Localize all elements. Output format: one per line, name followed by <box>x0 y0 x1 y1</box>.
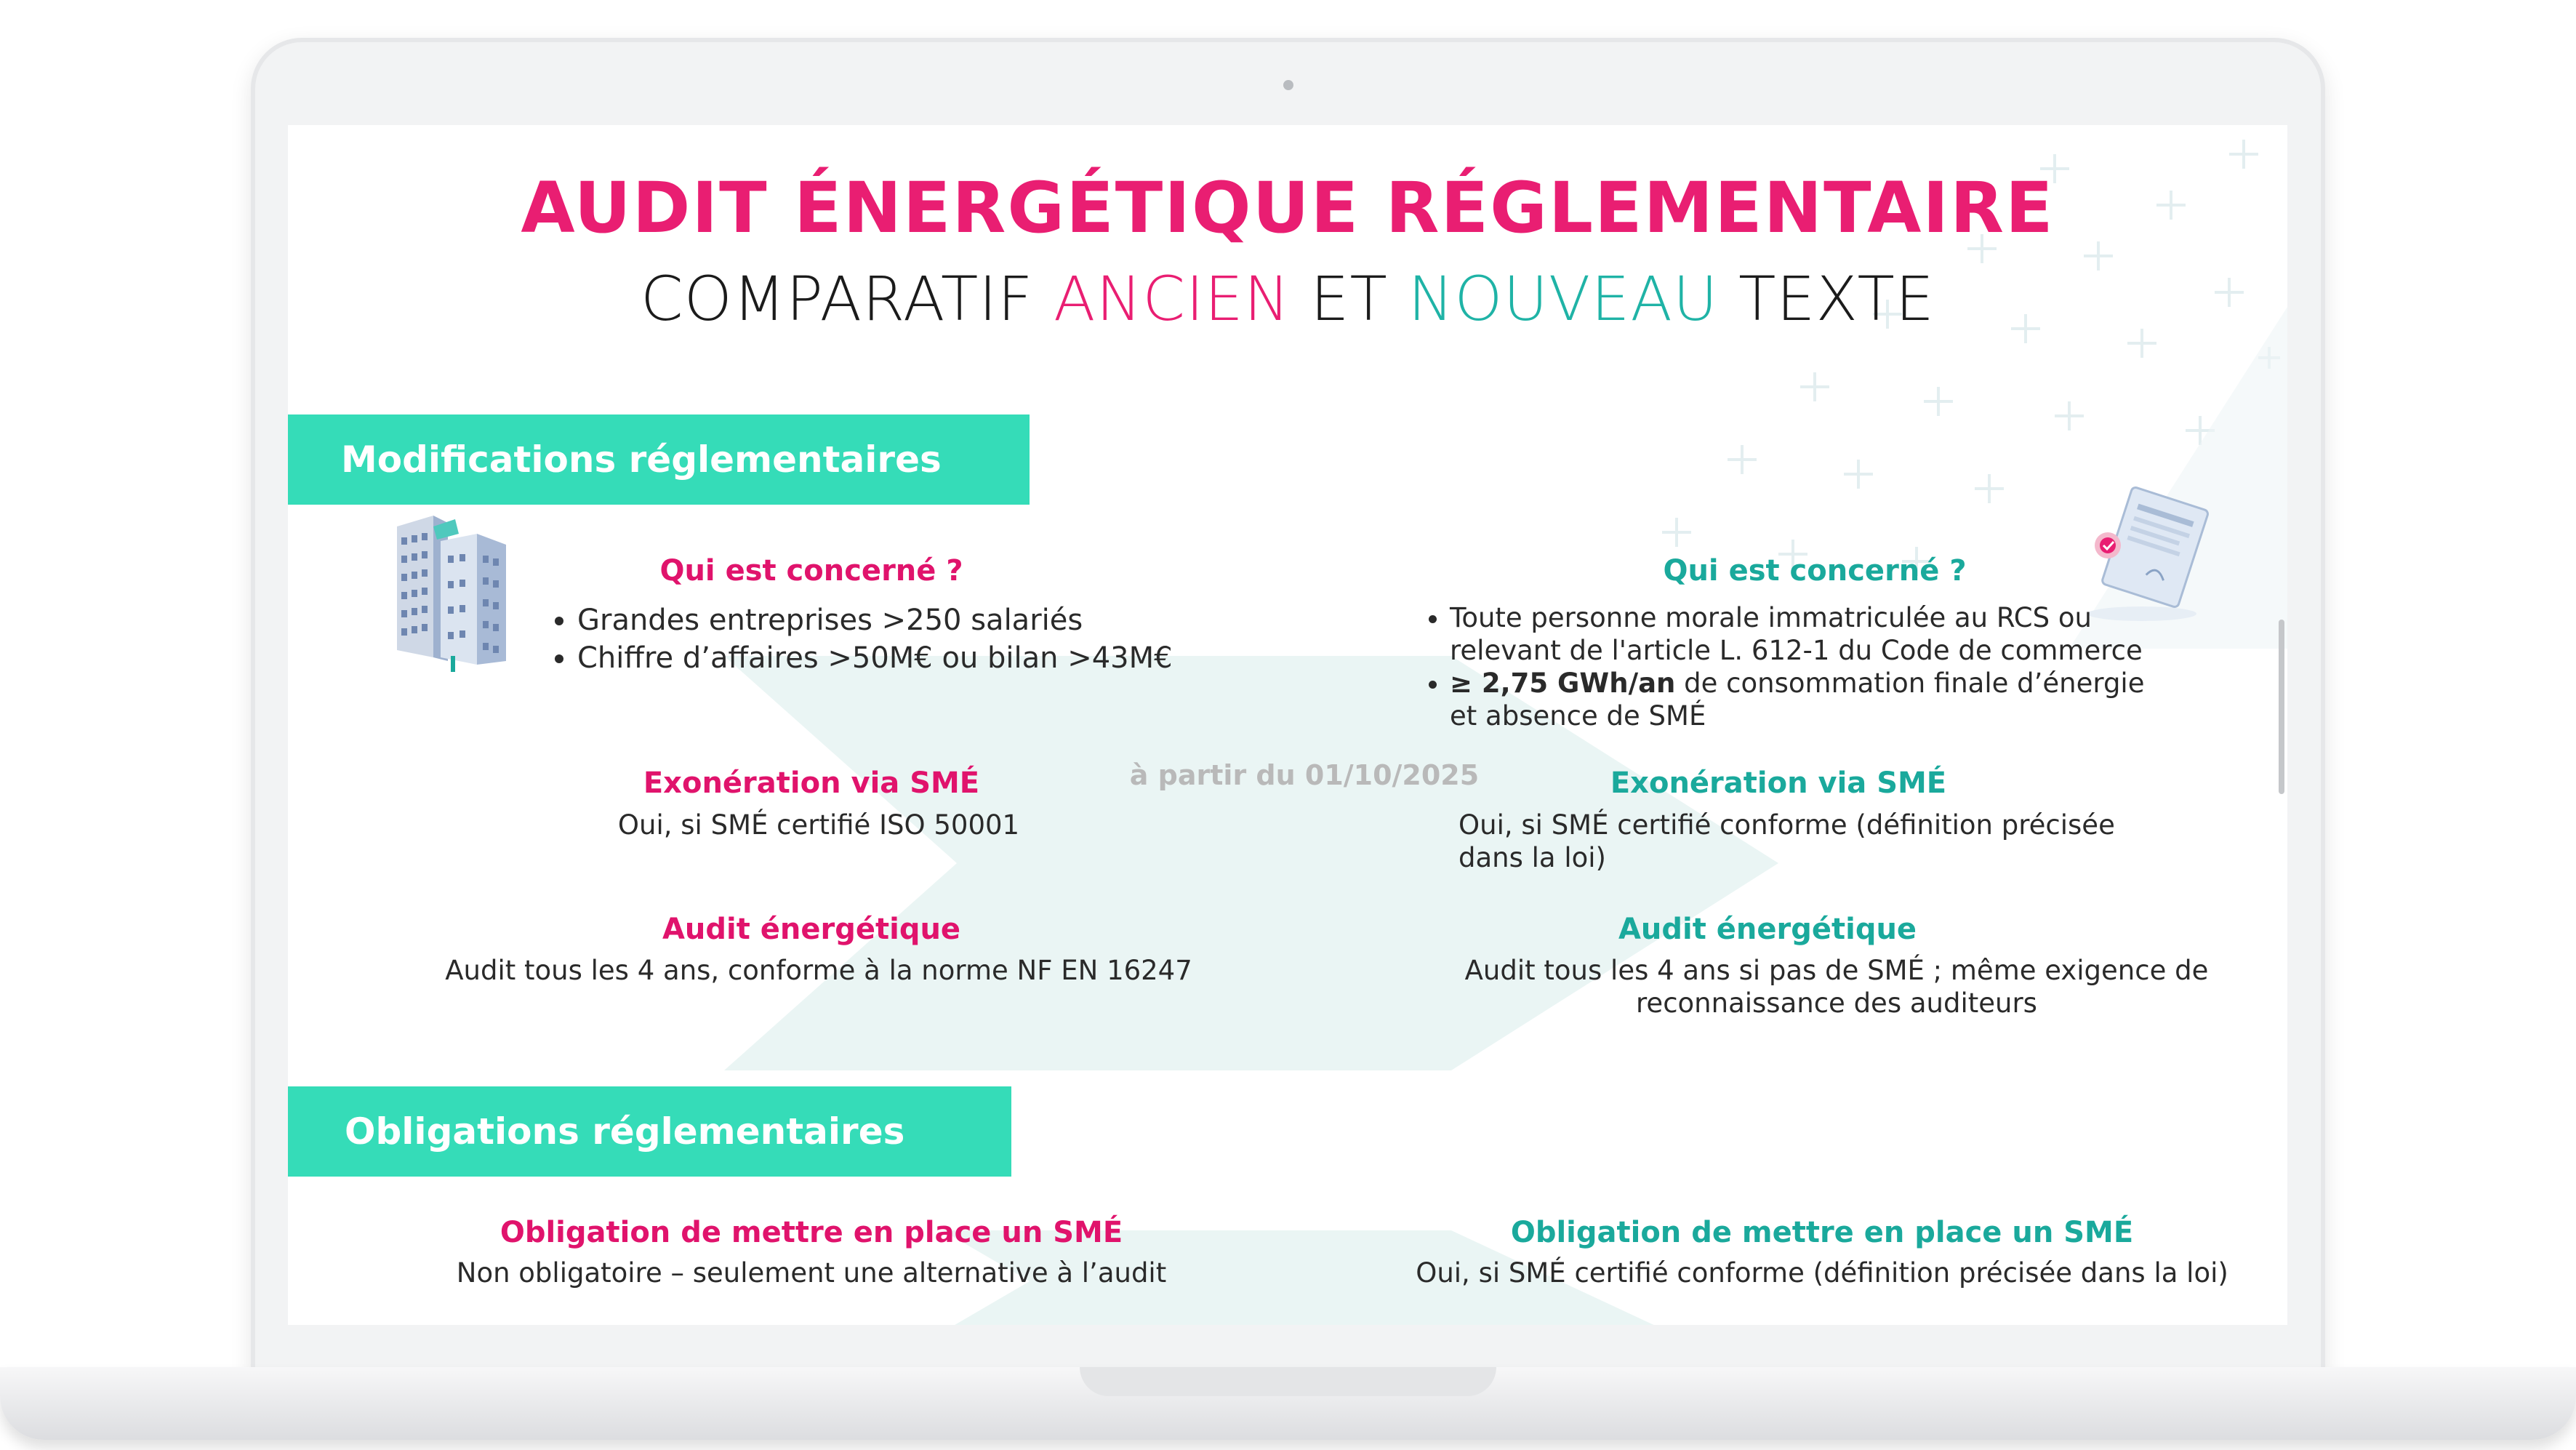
subtitle-part2: ET <box>1290 263 1408 335</box>
new-obligation-title: Obligation de mettre en place un SMÉ <box>1510 1216 2134 1249</box>
new-concerned-item <box>1450 667 2149 732</box>
subtitle-part3: TEXTE <box>1718 263 1935 335</box>
old-obligation-text: Non obligatoire – seulement une alternative à l’audit <box>456 1257 1167 1289</box>
subtitle-nouveau: NOUVEAU <box>1408 263 1719 335</box>
page-title: AUDIT ÉNERGÉTIQUE RÉGLEMENTAIRE <box>521 167 2055 249</box>
old-concerned-item: • Grandes entreprises >250 salariés <box>577 601 1248 639</box>
section-modifications-label: Modifications réglementaires <box>341 438 942 481</box>
building-icon <box>390 512 513 676</box>
screen <box>288 125 2287 1325</box>
old-audit-text: Audit tous les 4 ans, conforme à la norme NF EN 16247 <box>445 955 1192 986</box>
new-audit-text: Audit tous les 4 ans si pas de SMÉ ; même exigence de reconnaissance des auditeurs <box>1464 955 2209 1019</box>
old-obligation-title: Obligation de mettre en place un SMÉ <box>499 1216 1123 1249</box>
section-obligations <box>288 1086 1011 1177</box>
new-concerned-item: • Toute personne morale immatriculée au RCS ou relevant de l'article L. 612-1 du Code de commerce <box>1450 601 2149 667</box>
camera-icon <box>1283 80 1293 90</box>
old-audit-title: Audit énergétique <box>662 913 961 946</box>
new-concerned-title: Qui est concerné ? <box>1663 554 1967 588</box>
new-audit-title: Audit énergétique <box>1618 913 1917 946</box>
old-concerned-list <box>535 601 1248 677</box>
page-subtitle <box>288 263 2287 335</box>
new-exemption-text: Oui, si SMÉ certifié conforme (définition précisée dans la loi) <box>1458 809 2115 873</box>
subtitle-ancien: ANCIEN <box>1054 263 1291 335</box>
section-modifications <box>288 414 1030 505</box>
laptop-notch <box>1080 1367 1496 1396</box>
old-concerned-item: • Chiffre d’affaires >50M€ ou bilan >43M€ <box>577 639 1248 677</box>
scrollbar[interactable] <box>2279 620 2284 794</box>
old-exemption-text: Oui, si SMÉ certifié ISO 50001 <box>617 809 1020 841</box>
subtitle-part1: COMPARATIF <box>641 263 1054 335</box>
new-concerned-list <box>1408 601 2149 732</box>
old-concerned-title: Qui est concerné ? <box>659 554 963 588</box>
section-obligations-label: Obligations réglementaires <box>345 1110 905 1153</box>
new-exemption-title: Exonération via SMÉ <box>1610 766 1947 800</box>
date-label: à partir du 01/10/2025 <box>1129 759 1480 791</box>
new-concerned-threshold: ≥ 2,75 GWh/an <box>1450 668 1676 699</box>
new-concerned-item2-rest: de consommation finale d’énergie et absence de SMÉ <box>1450 668 2145 732</box>
new-obligation-text: Oui, si SMÉ certifié conforme (définition précisée dans la loi) <box>1416 1257 2228 1289</box>
old-exemption-title: Exonération via SMÉ <box>643 766 980 800</box>
